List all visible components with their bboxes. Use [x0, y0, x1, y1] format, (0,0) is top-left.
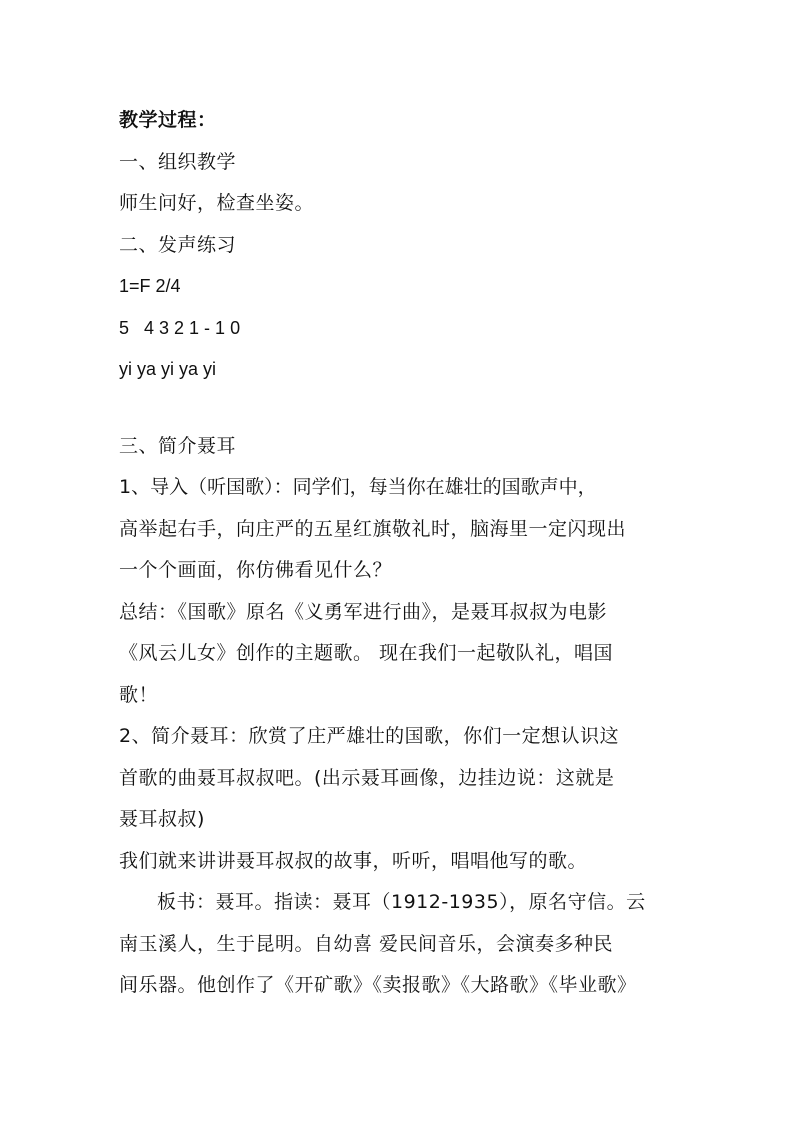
board-writing-line-2: 南玉溪人，生于昆明。自幼喜 爱民间音乐，会演奏多种民 — [119, 932, 614, 955]
notation-notes: 5 4 3 2 1 - 1 0 — [119, 317, 241, 338]
notation-key-signature: 1=F 2/4 — [119, 276, 181, 296]
section-organize-title: 一、组织教学 — [119, 150, 237, 173]
intro-paragraph-text: 1、导入（听国歌）：同学们，每当你在雄壮的国歌声中， — [119, 476, 597, 498]
intro-paragraph-line-3: 一个个画面，你仿佛看见什么？ — [119, 559, 393, 581]
section-vocal-title: 二、发声练习 — [119, 233, 237, 256]
story-paragraph: 我们就来讲讲聂耳叔叔的故事，听听，唱唱他写的歌。 — [119, 849, 588, 872]
nie-er-intro-line-1: 2、简介聂耳：欣赏了庄严雄壮的国歌，你们一定想认识这 — [119, 725, 620, 747]
section-nie-er-title: 三、简介聂耳 — [119, 434, 237, 457]
lesson-process-heading: 教学过程： — [119, 109, 217, 131]
nie-er-intro-line-2: 首歌的曲聂耳叔叔吧。(出示聂耳画像，边挂边说：这就是 — [119, 766, 615, 789]
document-body — [119, 100, 679, 1007]
section-organize-text: 师生问好，检查坐姿。 — [119, 192, 315, 214]
board-writing-line-3: 间乐器。他创作了《开矿歌》《卖报歌》《大路歌》《毕业歌》 — [119, 974, 637, 996]
blank-line — [119, 391, 679, 426]
summary-paragraph-line-3: 歌！ — [119, 683, 159, 706]
notation-lyrics: yi ya yi ya yi — [119, 359, 217, 379]
intro-paragraph-line-1 — [119, 467, 679, 509]
intro-paragraph-line-2: 高举起右手，向庄严的五星红旗敬礼时，脑海里一定闪现出 — [119, 517, 627, 540]
nie-er-intro-line-3: 聂耳叔叔) — [119, 808, 205, 830]
board-writing-line-1: 板书：聂耳。指读：聂耳（1912-1935），原名守信。云 — [157, 891, 646, 913]
summary-paragraph-line-1: 总结：《国歌》原名《义勇军进行曲》，是聂耳叔叔为电影 — [119, 600, 608, 623]
summary-paragraph-line-2: 《风云儿女》创作的主题歌。 现在我们一起敬队礼，唱国 — [119, 642, 614, 664]
